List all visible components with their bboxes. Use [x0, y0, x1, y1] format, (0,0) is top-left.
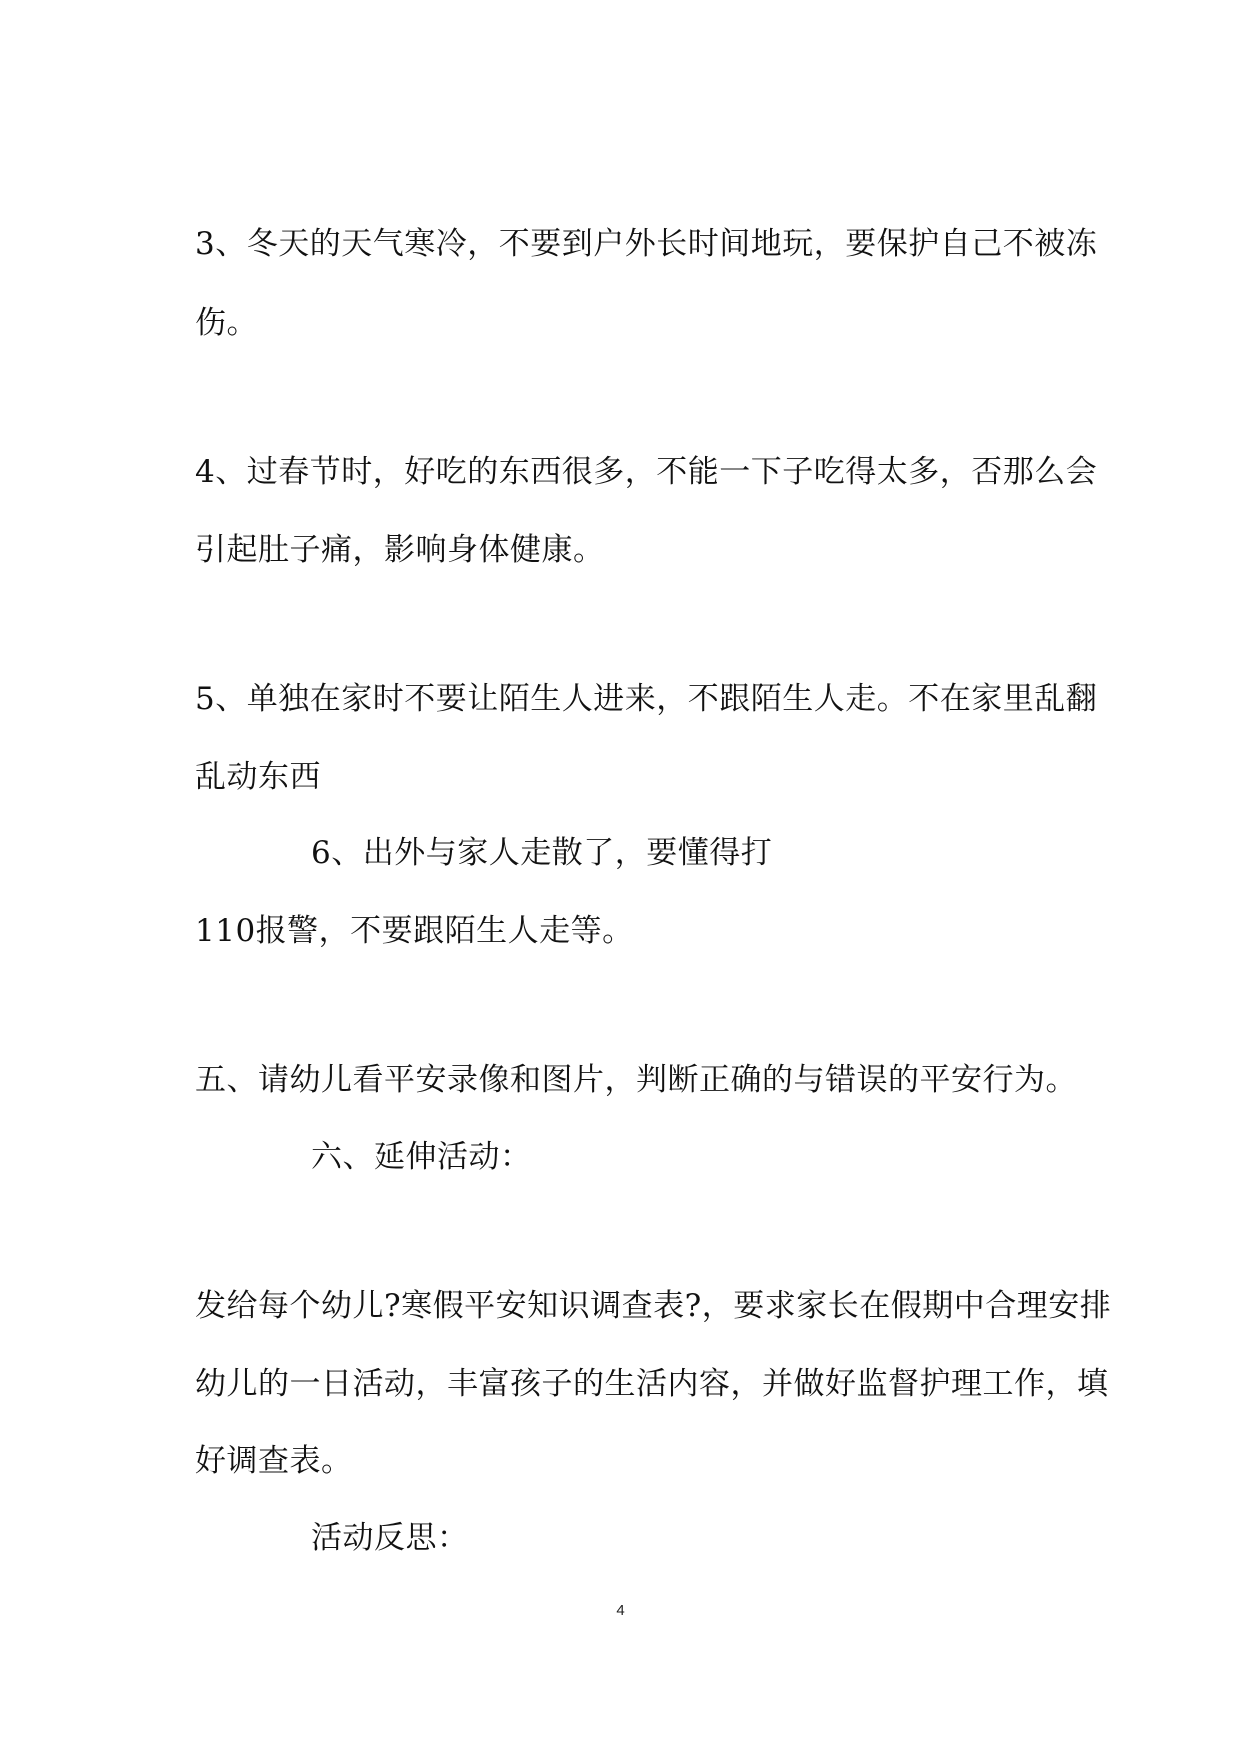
paragraph-4-line-1: 4、过春节时，好吃的东西很多，不能一下子吃得太多，否那么会 — [195, 454, 1098, 490]
paragraph-3-line-2: 伤。 — [195, 305, 258, 341]
section-6-heading: 六、延伸活动： — [311, 1139, 532, 1175]
paragraph-4-line-2: 引起肚子痛，影响身体健康。 — [195, 532, 605, 568]
paragraph-5-line-2: 乱动东西 — [195, 759, 321, 795]
paragraph-5-line-1: 5、单独在家时不要让陌生人进来，不跟陌生人走。不在家里乱翻 — [195, 681, 1098, 717]
page-number: 4 — [616, 1602, 625, 1619]
extension-paragraph-line-2: 幼儿的一日活动，丰富孩子的生活内容，并做好监督护理工作，填 — [195, 1366, 1109, 1402]
reflection-heading: 活动反思： — [311, 1520, 469, 1556]
paragraph-6-line-2: 110报警，不要跟陌生人走等。 — [195, 913, 634, 949]
extension-paragraph-line-3: 好调查表。 — [195, 1443, 353, 1479]
extension-paragraph-line-1: 发给每个幼儿?寒假平安知识调查表?，要求家长在假期中合理安排 — [195, 1288, 1112, 1324]
section-5-heading: 五、请幼儿看平安录像和图片，判断正确的与错误的平安行为。 — [195, 1062, 1077, 1098]
paragraph-3-line-1: 3、冬天的天气寒冷，不要到户外长时间地玩，要保护自己不被冻 — [195, 226, 1098, 262]
paragraph-6-line-1: 6、出外与家人走散了，要懂得打 — [311, 835, 773, 871]
